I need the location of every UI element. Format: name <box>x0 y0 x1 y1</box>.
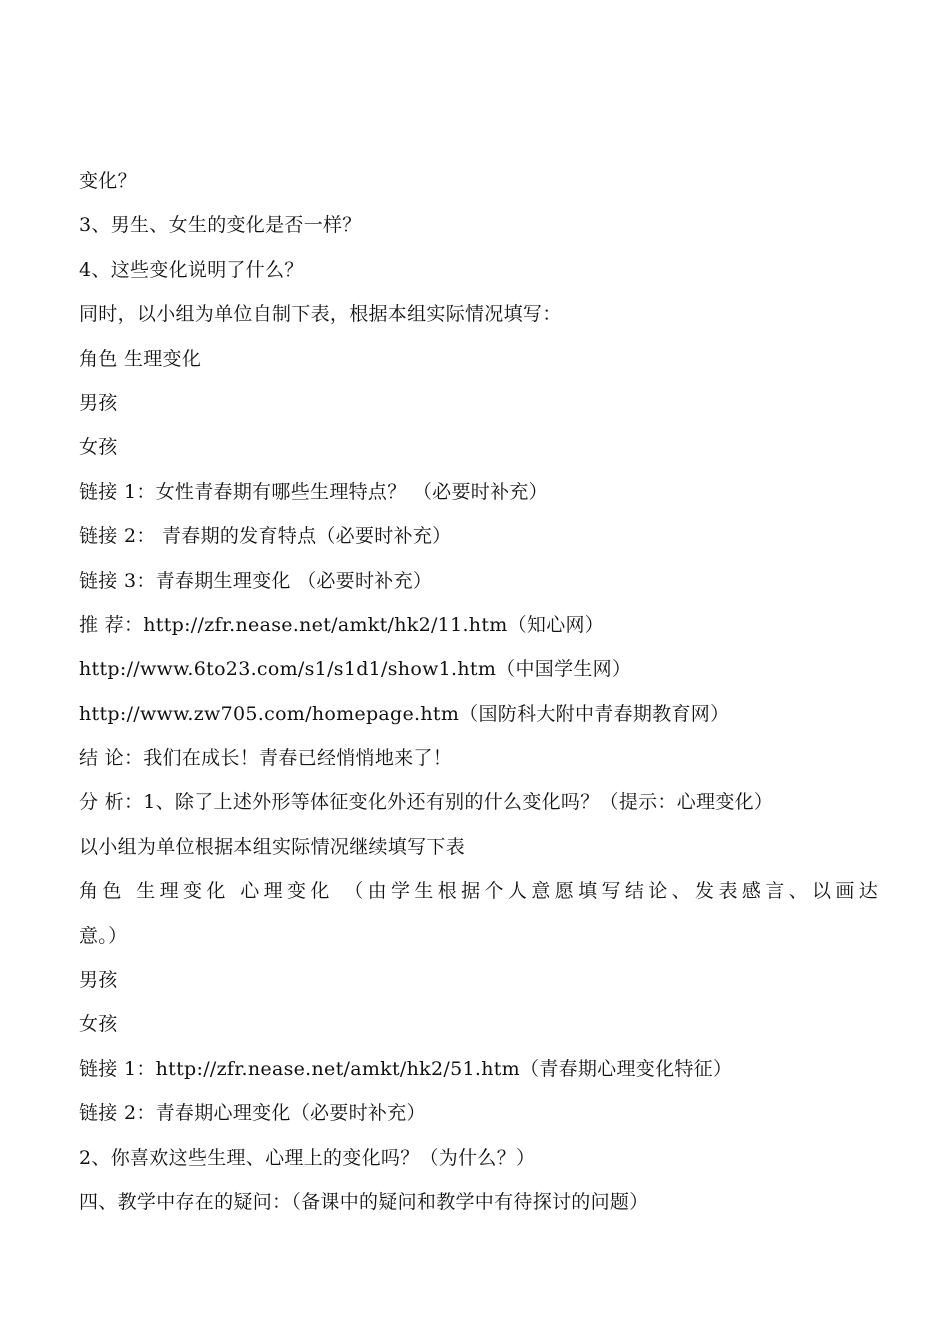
text-line: 变化？ <box>79 170 137 192</box>
link-2-line: 链接 2： 青春期的发育特点（必要时补充） <box>79 525 452 548</box>
table-header-line: 角色 生理变化 <box>79 347 202 370</box>
table-row-girl: 女孩 <box>79 436 118 459</box>
recommend-link-2[interactable]: http://www.6to23.com/s1/s1d1/show1.htm（中国学生网） <box>79 658 632 681</box>
recommend-link-3[interactable]: http://www.zw705.com/homepage.htm（国防科大附中青春期教育网） <box>79 702 730 725</box>
question-3-line: 3、男生、女生的变化是否一样？ <box>79 214 362 237</box>
table-header-line-2: 角色 生理变化 心理变化 （由学生根据个人意愿填写结论、发表感言、以画达 <box>79 880 879 903</box>
table-header-line-2-cont: 意。） <box>79 924 128 947</box>
question-4-line: 4、这些变化说明了什么？ <box>79 258 304 281</box>
instruction-line: 同时，以小组为单位自制下表，根据本组实际情况填写： <box>79 303 562 326</box>
question-2-line: 2、你喜欢这些生理、心理上的变化吗？（为什么？） <box>79 1146 536 1169</box>
conclusion-line: 结 论：我们在成长！青春已经悄悄地来了！ <box>79 747 453 770</box>
link-psych-2-line: 链接 2：青春期心理变化（必要时补充） <box>79 1102 426 1125</box>
document-body <box>79 159 879 1224</box>
recommend-link-1[interactable]: 推 荐：http://zfr.nease.net/amkt/hk2/11.htm（知心网） <box>79 613 605 636</box>
link-psych-1-line[interactable]: 链接 1：http://zfr.nease.net/amkt/hk2/51.htm（青春期心理变化特征） <box>79 1057 733 1080</box>
section-4-heading: 四、教学中存在的疑问：（备课中的疑问和教学中有待探讨的问题） <box>79 1190 649 1213</box>
link-3-line: 链接 3：青春期生理变化 （必要时补充） <box>79 569 433 592</box>
table-row-boy: 男孩 <box>79 391 118 414</box>
table-row-boy-2: 男孩 <box>79 969 118 992</box>
link-1-line: 链接 1：女性青春期有哪些生理特点？ （必要时补充） <box>79 480 548 503</box>
instruction-line-2: 以小组为单位根据本组实际情况继续填写下表 <box>79 835 466 858</box>
table-row-girl-2: 女孩 <box>79 1013 118 1036</box>
analysis-line: 分 析：1、除了上述外形等体征变化外还有别的什么变化吗？（提示：心理变化） <box>79 791 774 814</box>
